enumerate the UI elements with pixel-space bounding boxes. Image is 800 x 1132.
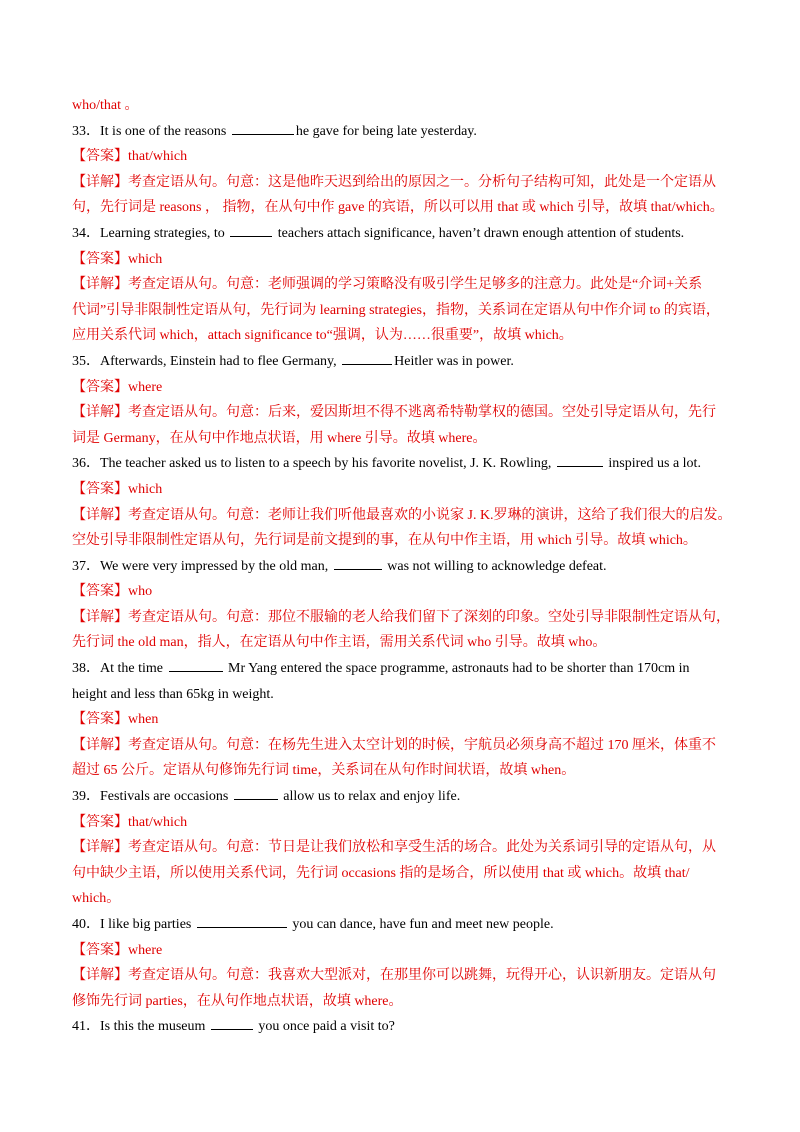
detail-line [72,861,732,887]
question-block [72,349,732,451]
detail-text: 句中缺少主语，所以使用关系代词，先行词 occasions 指的是场合，所以使用 that 或 which。故填 that/ [72,865,690,881]
detail-tag: 【详解】 [72,405,128,421]
detail-line [72,195,732,221]
document-page [72,93,732,1040]
answer-tag: 【答案】 [72,251,128,267]
question-number: 37． [72,558,100,574]
detail-text: 考查定语从句。句意：老师强调的学习策略没有吸引学生足够多的注意力。此处是“介词+关系 [128,277,703,293]
question-41 [72,1014,732,1040]
answer-line [72,477,732,503]
detail-line [72,733,732,759]
question-text-before: The teacher asked us to listen to a speech by his favorite novelist, J. K. Rowling, [100,456,555,472]
detail-line [72,400,732,426]
detail-text: 应用关系代词 which，attach significance to“强调，认为……很重要”，故填 which。 [72,328,573,344]
detail-tag: 【详解】 [72,277,128,293]
detail-tag: 【详解】 [72,174,128,190]
answer-value: where [128,379,163,395]
detail-line [72,963,732,989]
detail-text: 超过 65 公斤。定语从句修饰先行词 time，关系词在从句作时间状语，故填 when。 [72,763,576,779]
detail-tag: 【详解】 [72,507,128,523]
answer-tag: 【答案】 [72,942,128,958]
detail-text: 修饰先行词 parties，在从句作地点状语，故填 where。 [72,993,403,1009]
question-number: 39． [72,789,100,805]
question-text-after: Heitler was in power. [394,353,514,369]
question-number: 40． [72,917,100,932]
question-text-after: allow us to relax and enjoy life. [279,789,461,805]
question-continuation: height and less than 65kg in weight. [72,686,274,702]
question-line [72,656,732,682]
detail-text: 考查定语从句。句意：那位不服输的老人给我们留下了深刻的印象。空处引导非限制性定语从句， [128,609,730,625]
detail-line [72,758,732,784]
detail-line [72,528,732,554]
detail-tag: 【详解】 [72,737,128,753]
detail-line [72,605,732,631]
question-list [72,119,732,1015]
question-line [72,349,732,375]
answer-blank [557,452,603,467]
question-text-after: was not willing to acknowledge defeat. [383,558,607,574]
detail-text: 先行词 the old man，指人，在定语从句中作主语，需用关系代词 who 引导。故填 who。 [72,635,607,651]
question-line [72,554,732,580]
question-line [72,912,732,938]
detail-line [72,630,732,656]
answer-line [72,144,732,170]
question-number: 35． [72,353,100,369]
question-number: 41． [72,1019,100,1035]
question-text-before: Is this the museum [100,1019,209,1035]
detail-text: 考查定语从句。句意：这是他昨天迟到给出的原因之一。分析句子结构可知，此处是一个定语从 [128,174,716,190]
answer-line [72,579,732,605]
answer-tag: 【答案】 [72,379,128,395]
question-text-after: he gave for being late yesterday. [295,123,477,139]
detail-text: 考查定语从句。句意：节日是让我们放松和享受生活的场合。此处为关系词引导的定语从句，从 [128,840,716,856]
answer-value: where [128,942,163,958]
question-text-before: We were very impressed by the old man, [100,558,332,574]
question-number: 34． [72,225,100,241]
question-text-before: Festivals are occasions [100,789,232,805]
detail-text: which。 [72,891,121,907]
top-fragment: who/that 。 [72,98,139,113]
question-block [72,784,732,912]
answer-value: that/which [128,149,188,165]
detail-text: 考查定语从句。句意：老师让我们听他最喜欢的小说家 J. K.罗琳的演讲，这给了我们很大的启发。 [128,507,732,523]
question-line [72,451,732,477]
question-line [72,784,732,810]
answer-blank [232,120,294,135]
question-text-before: I like big parties [100,917,195,932]
answer-blank [334,555,382,570]
question-block [72,119,732,221]
detail-line [72,170,732,196]
question-line [72,119,732,145]
question-block [72,554,732,656]
detail-text: 考查定语从句。句意：在杨先生进入太空计划的时候，宇航员必须身高不超过 170 厘米，体重不 [128,737,716,753]
detail-text: 考查定语从句。句意：后来，爱因斯坦不得不逃离希特勒掌权的德国。空处引导定语从句，先行 [128,405,716,421]
detail-tag: 【详解】 [72,968,128,984]
answer-value: which [128,481,163,497]
detail-text: 句，先行词是 reasons ， 指物，在从句中作 gave 的宾语，所以可以用 that 或 which 引导，故填 that/which。 [72,200,724,216]
answer-tag: 【答案】 [72,149,128,165]
answer-blank [234,785,278,800]
answer-value: which [128,251,163,267]
question-text-after: you once paid a visit to? [254,1019,395,1035]
detail-line [72,298,732,324]
question-text-after: inspired us a lot. [604,456,701,472]
question-text-after: you can dance, have fun and meet new people. [288,917,554,932]
question-number: 38． [72,661,100,677]
detail-line [72,272,732,298]
answer-tag: 【答案】 [72,584,128,600]
detail-text: 词是 Germany，在从句中作地点状语，用 where 引导。故填 where。 [72,430,487,446]
answer-value: that/which [128,814,188,830]
detail-tag: 【详解】 [72,840,128,856]
answer-value: who [128,584,153,600]
answer-value: when [128,712,159,728]
answer-line [72,707,732,733]
answer-blank [230,222,272,237]
question-text-before: At the time [100,661,167,677]
answer-tag: 【答案】 [72,814,128,830]
question-text-after: teachers attach significance, haven’t drawn enough attention of students. [274,225,685,241]
answer-line [72,810,732,836]
question-text-before: Afterwards, Einstein had to flee Germany, [100,353,341,369]
answer-blank [197,913,287,928]
question-block [72,912,732,1014]
question-number: 36． [72,456,100,472]
question-block [72,451,732,553]
answer-blank [342,350,392,365]
question-text-before: It is one of the reasons [100,123,230,139]
answer-line [72,375,732,401]
answer-tag: 【答案】 [72,712,128,728]
detail-text: 代词”引导非限制性定语从句，先行词为 learning strategies，指物，关系词在定语从句中作介词 to 的宾语， [72,302,720,318]
question-number: 33． [72,123,100,139]
question-line [72,221,732,247]
detail-tag: 【详解】 [72,609,128,625]
question-text-after: Mr Yang entered the space programme, astronauts had to be shorter than 170cm in [224,661,690,677]
answer-line [72,938,732,964]
detail-line [72,886,732,912]
detail-text: 空处引导非限制性定语从句，先行词是前文提到的事，在从句中作主语，用 which 引导。故填 which。 [72,533,697,549]
question-block [72,656,732,784]
detail-line [72,503,732,529]
detail-line [72,835,732,861]
answer-blank [169,657,223,672]
answer-line [72,247,732,273]
question-block [72,221,732,349]
answer-tag: 【答案】 [72,481,128,497]
question-text-before: Learning strategies, to [100,225,229,241]
detail-line [72,323,732,349]
detail-text: 考查定语从句。句意：我喜欢大型派对，在那里你可以跳舞，玩得开心，认识新朋友。定语从句 [128,968,716,984]
detail-line [72,426,732,452]
detail-line [72,989,732,1015]
answer-blank [211,1015,253,1030]
